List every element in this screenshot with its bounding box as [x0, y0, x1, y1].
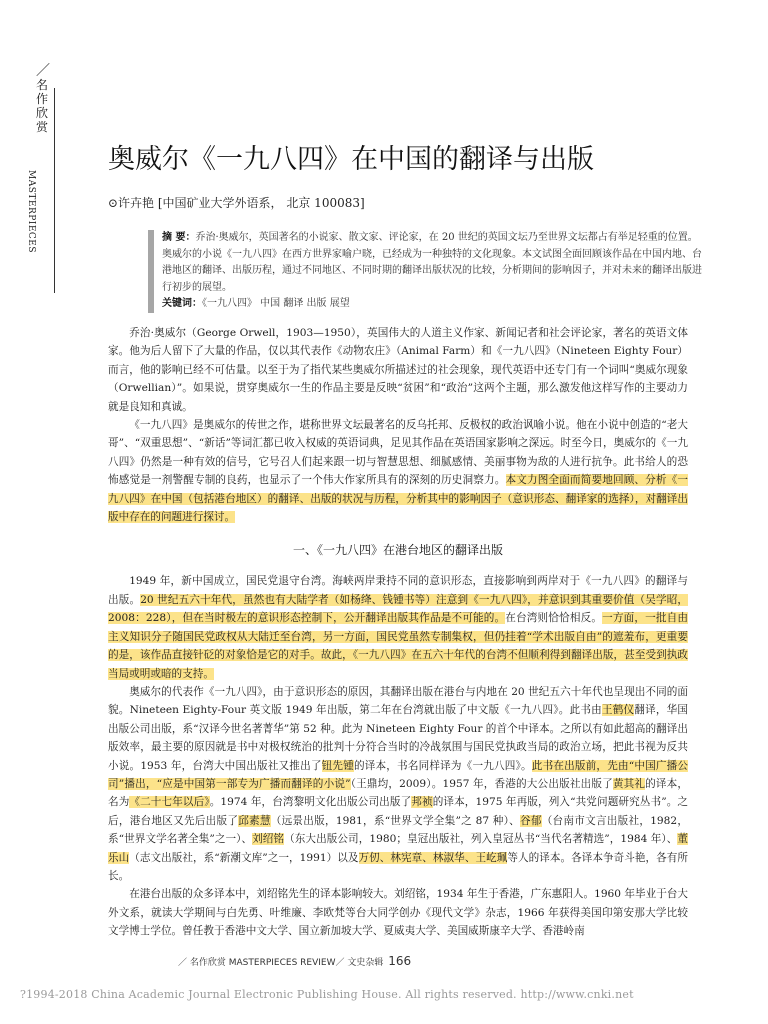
body-text: （王鼎均，2009）。1957 年，香港的大公出版社出版了: [350, 777, 613, 790]
footer-slash: ／: [178, 958, 188, 968]
highlighted-text: 刘绍铭: [252, 833, 285, 846]
body-text: （台南市文言出版社，1982，系“世界文学名著全集”之一）、: [108, 814, 688, 846]
side-english-label: MASTERPIECES: [26, 170, 36, 254]
footer-journal: 名作欣赏 MASTERPIECES REVIEW／ 文史杂辑: [189, 958, 384, 968]
body-text: 在台湾则恰恰相反。: [505, 612, 603, 625]
abstract-text: 乔治·奥威尔，英国著名的小说家、散文家、评论家，在 20 世纪的英国文坛乃至世界文坛都占有举足轻重的位置。奥威尔的小说《一九八四》在西方世界家喻户晓，已经成为一种独特的文化现象。本文试图全面回顾该作品在中国内地、台港地区的翻译、出版历程，通过不同地区、不同时期的翻译出版状况的比较，分析期间的影响因子，并对未来的翻译出版进行初步的展望。: [162, 232, 702, 293]
keywords-paragraph: [162, 296, 702, 313]
body-paragraph-2: [108, 416, 688, 526]
body-paragraph-4: [108, 683, 688, 885]
highlighted-text: 此书在出版前，先由“中国广播公司”播出，“应是中国第一部专为广播而翻译的小说”: [108, 759, 689, 790]
highlighted-text: 一方面，一批自由主义知识分子随国民党政权从大陆迁至台湾，另一方面，国民党虽然专制集权，但仍挂着“学术出版自由”的遮羞布，更重要的是，该作品直接针砭的对象恰是它的对手。故此，《一九八四》在五六十年代的台湾不但顺利得到翻译出版，甚至受到执政当局或明或暗的支持。: [108, 612, 689, 680]
highlighted-text: 王鹤仪: [601, 704, 635, 717]
body-text: 翻译，华国出版公司出版，系“汉译今世名著菁华”第 52 种。此为 Nineteen Eighty Four 的首个中译本。之所以有如此超高的翻译出版效率，最主要的原因就是书中对极权统治的批判十分符合当时的冷战氛围与国民党执政当局的政治立场，把此书视为反共小说。1953 年，台湾大中国出版社又推出了: [108, 704, 689, 772]
highlighted-text: 20 世纪五六十年代，虽然也有大陆学者（如杨绛、钱锺书等）注意到《一九八四》，并意识到其重要价值（吴学昭，2008：228），但在当时极左的意识形态控制下，公开翻译出版其作品是不可能的。: [108, 593, 689, 625]
highlighted-text: 邦祯: [411, 796, 433, 809]
highlighted-text: 谷郁: [520, 814, 542, 827]
side-rule: [54, 88, 55, 293]
side-tab: [36, 64, 52, 134]
page-number: 166: [388, 954, 412, 968]
article-body: [108, 324, 688, 941]
body-text: （远景出版，1981，系“世界文学全集”之 87 种）、: [270, 814, 520, 827]
body-text: 的译本，书名同样译为《一九八四》。: [353, 759, 532, 772]
side-tab-slash: ／: [36, 63, 50, 79]
abstract-block: [148, 230, 702, 313]
body-paragraph-1: 乔治·奥威尔（George Orwell，1903—1950），英国伟大的人道主义作家、新闻记者和社会评论家，著名的英语文体家。他为后人留下了大量的作品，仅以其代表作《动物农庄》（Animal Farm）和《一九八四》（Nineteen Eighty Four）而言，他的影响已经不可估量。以至于为了指代某些奥威尔所描述过的社会现象，现代英语中还专门有一个词叫“奥威尔现象（Orwellian）”。如果说，贯穿奥威尔一生的作品主要是反映“贫困”和“政治”这两个主题，那么激发他这样写作的主要动力就是良知和真诚。: [108, 327, 688, 413]
highlighted-text: 董乐山: [108, 833, 688, 864]
highlighted-text: 《二十七年以后》: [129, 796, 210, 809]
keywords-text: 《一九八四》 中国 翻译 出版 展望: [202, 298, 350, 309]
body-text: 奥威尔的代表作《一九八四》，由于意识形态的原因，其翻译出版在港台与内地在 20 世纪五六十年代也呈现出不同的面貌。Nineteen Eighty-Four 英文版 1949 年出版，第二年在台湾就出版了中文版《一九八四》。此书由: [108, 685, 688, 717]
body-text: 等人的译本。各译本争奇斗艳，各有所长。: [108, 851, 689, 882]
highlighted-text: 本文力图全面而简要地回顾、分析《一九八四》在中国（包括港台地区）的翻译、出版的状况与历程，分析其中的影响因子（意识形态、翻译家的选择），对翻译出版中存在的问题进行探讨。: [108, 474, 689, 524]
abstract-paragraph: [162, 230, 702, 296]
keywords-label: 关键词：: [162, 298, 202, 309]
body-paragraph-5: 在港台出版的众多译本中，刘绍铭先生的译本影响较大。刘绍铭，1934 年生于香港，广东惠阳人。1960 年毕业于台大外文系，就读大学期间与白先勇、叶维廉、李欧梵等台大同学创办《现代文学》杂志，1966 年获得美国印第安那大学比较文学博士学位。曾任教于香港中文大学、国立新加坡大学、夏威夷大学、美国威斯康辛大学、香港岭南: [108, 888, 688, 938]
body-text: 的译本，名为: [108, 777, 689, 809]
highlighted-text: 万仞、林宪章、林淑华、王屹珮: [358, 851, 508, 864]
body-text: （志文出版社，系“新潮文库”之一，1991）以及: [129, 851, 359, 864]
body-text: 。1974 年，台湾黎明文化出版公司出版了: [209, 796, 412, 809]
abstract-label: 摘 要：: [162, 232, 196, 243]
body-text: （东大出版公司，1980；皇冠出版社，列入皇冠丛书“当代名著精选”，1984 年）、: [284, 833, 678, 846]
article-author: ⊙许卉艳 [中国矿业大学外语系， 北京 100083]: [108, 196, 365, 210]
section-heading: 一、《一九八四》在港台地区的翻译出版: [292, 543, 503, 558]
article-title: 奥威尔《一九八四》在中国的翻译与出版: [108, 144, 594, 175]
copyright-watermark: ?1994-2018 China Academic Journal Electronic Publishing House. All rights reserved. http://www.cnki.net: [20, 988, 634, 1001]
highlighted-text: 黄其礼: [612, 777, 646, 790]
body-text: 的译本，1975 年再版，列入“共党问题研究丛书”。之后，港台地区又先后出版了: [108, 796, 689, 827]
highlighted-text: 钮先锺: [321, 759, 354, 772]
page-footer: [178, 954, 578, 968]
body-text: 1949 年，新中国成立，国民党退守台湾。海峡两岸秉持不同的意识形态，直接影响到两岸对于《一九八四》的翻译与出版。: [108, 575, 688, 606]
body-text: 《一九八四》是奥威尔的传世之作，堪称世界文坛最著名的反乌托邦、反极权的政治讽喻小说。他在小说中创造的“老大哥”、“双重思想”、“新话”等词汇都已收入权威的英语词典，足见其作品在英语国家影响之深远。时至今日，奥威尔的《一九八四》仍然是一种有效的信号，它号召人们起来跟一切与智慧思想、细腻感情、美丽事物为敌的人进行抗争。此书给人的恐怖感觉是一剂警醒专制的良药，也显示了一个伟大作家所具有的深刻的历史洞察力。: [108, 419, 688, 487]
body-paragraph-3: [108, 572, 688, 682]
side-tab-label: 名作欣赏: [36, 78, 49, 134]
highlighted-text: 邱素慧: [238, 814, 271, 827]
